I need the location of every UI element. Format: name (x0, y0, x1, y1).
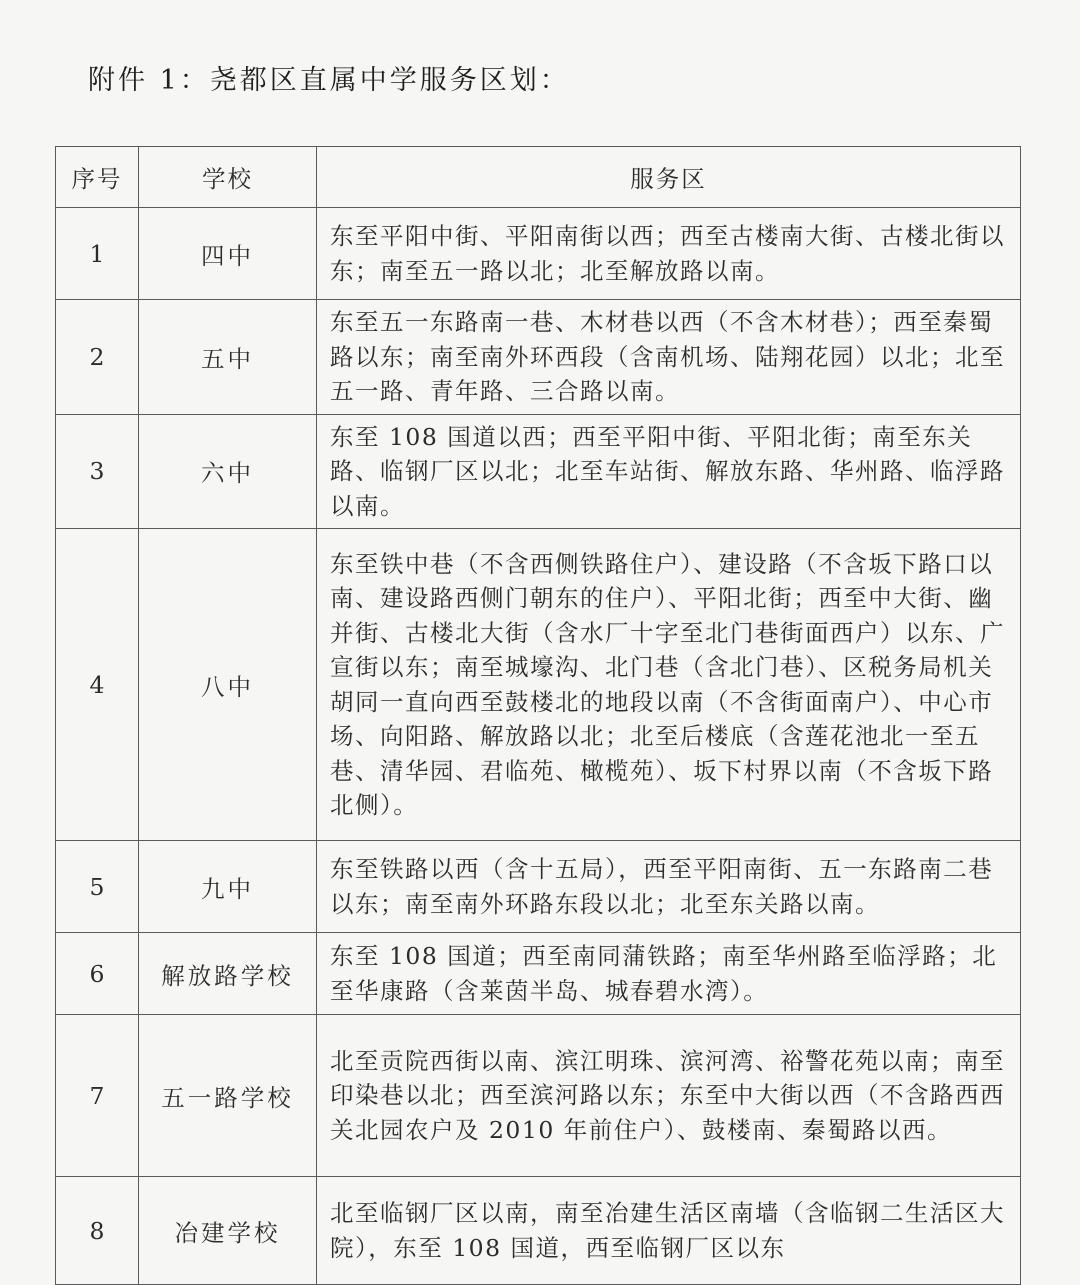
service-district-table (55, 146, 1021, 1285)
header-no: 序号 (56, 147, 139, 208)
document-title: 附件 1：尧都区直属中学服务区划： (88, 65, 570, 96)
cell-area: 北至贡院西街以南、滨江明珠、滨河湾、裕警花苑以南；南至印染巷以北；西至滨河路以东；东至中大街以西（不含路西西关北园农户及 2010 年前住户）、鼓楼南、秦蜀路以西。 (317, 1015, 1021, 1177)
table-row (56, 529, 1021, 841)
cell-school: 五中 (139, 300, 317, 415)
cell-no: 1 (56, 208, 139, 300)
cell-school: 八中 (139, 529, 317, 841)
cell-area: 东至 108 国道以西；西至平阳中街、平阳北街；南至东关路、临钢厂区以北；北至车站街、解放东路、华州路、临浮路以南。 (317, 414, 1021, 529)
cell-no: 2 (56, 300, 139, 415)
cell-no: 3 (56, 414, 139, 529)
cell-school: 六中 (139, 414, 317, 529)
header-area: 服务区 (317, 147, 1021, 208)
table-row (56, 208, 1021, 300)
table-row (56, 414, 1021, 529)
cell-area: 东至铁中巷（不含西侧铁路住户）、建设路（不含坂下路口以南、建设路西侧门朝东的住户）、平阳北街；西至中大街、幽并街、古楼北大街（含水厂十字至北门巷街面西户）以东、广宣街以东；南至城壕沟、北门巷（含北门巷）、区税务局机关胡同一直向西至鼓楼北的地段以南（不含街面南户）、中心市场、向阳路、解放路以北；北至后楼底（含莲花池北一至五巷、清华园、君临苑、橄榄苑）、坂下村界以南（不含坂下路北侧）。 (317, 529, 1021, 841)
table-row (56, 841, 1021, 933)
cell-area: 东至 108 国道；西至南同蒲铁路；南至华州路至临浮路；北至华康路（含莱茵半岛、城春碧水湾）。 (317, 933, 1021, 1015)
table-row (56, 1015, 1021, 1177)
cell-no: 7 (56, 1015, 139, 1177)
table-header-row (56, 147, 1021, 208)
cell-school: 解放路学校 (139, 933, 317, 1015)
cell-school: 五一路学校 (139, 1015, 317, 1177)
cell-no: 8 (56, 1177, 139, 1285)
cell-school: 四中 (139, 208, 317, 300)
cell-school: 冶建学校 (139, 1177, 317, 1285)
cell-no: 5 (56, 841, 139, 933)
cell-no: 6 (56, 933, 139, 1015)
table-row (56, 300, 1021, 415)
table-row (56, 933, 1021, 1015)
cell-no: 4 (56, 529, 139, 841)
cell-school: 九中 (139, 841, 317, 933)
cell-area: 东至平阳中街、平阳南街以西；西至古楼南大街、古楼北街以东；南至五一路以北；北至解放路以南。 (317, 208, 1021, 300)
cell-area: 北至临钢厂区以南，南至冶建生活区南墙（含临钢二生活区大院），东至 108 国道，西至临钢厂区以东 (317, 1177, 1021, 1285)
header-school: 学校 (139, 147, 317, 208)
cell-area: 东至五一东路南一巷、木材巷以西（不含木材巷）；西至秦蜀路以东；南至南外环西段（含南机场、陆翔花园）以北；北至五一路、青年路、三合路以南。 (317, 300, 1021, 415)
cell-area: 东至铁路以西（含十五局），西至平阳南街、五一东路南二巷以东；南至南外环路东段以北；北至东关路以南。 (317, 841, 1021, 933)
table-row (56, 1177, 1021, 1285)
